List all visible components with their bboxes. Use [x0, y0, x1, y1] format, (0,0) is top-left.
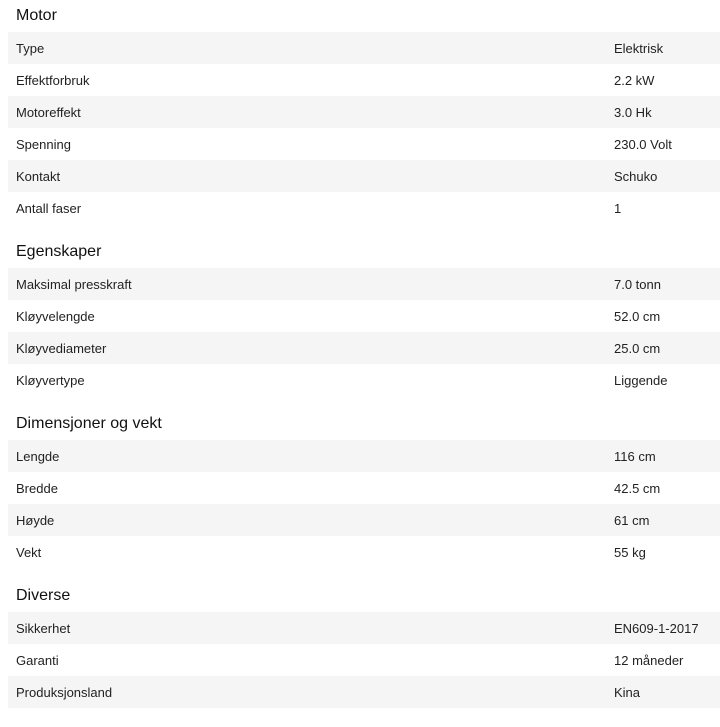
spec-row [8, 128, 720, 160]
spec-list [0, 268, 720, 396]
spec-list [0, 440, 720, 568]
spec-label: Kontakt [16, 168, 61, 184]
spec-list [0, 612, 720, 708]
section-dimensjoner-og-vekt [0, 408, 720, 568]
spec-label: Motoreffekt [16, 104, 81, 120]
spec-row [8, 160, 720, 192]
spec-value: 12 måneder [614, 652, 684, 668]
spec-label: Kløyvelengde [16, 308, 95, 324]
spec-row [8, 96, 720, 128]
section-title: Egenskaper [16, 243, 102, 260]
spec-label: Høyde [16, 512, 55, 528]
spec-value: Elektrisk [614, 40, 664, 56]
spec-row [8, 268, 720, 300]
spec-row [8, 32, 720, 64]
spec-row [8, 440, 720, 472]
spec-row [8, 504, 720, 536]
spec-value: 116 cm [614, 448, 656, 464]
spec-value: 2.2 kW [614, 72, 655, 88]
spec-value: Kina [614, 684, 641, 700]
spec-row [8, 676, 720, 708]
spec-label: Maksimal presskraft [16, 276, 132, 292]
spec-value: 42.5 cm [614, 480, 661, 496]
spec-label: Kløyvertype [16, 372, 85, 388]
spec-value: 230.0 Volt [614, 136, 672, 152]
spec-value: Liggende [614, 372, 668, 388]
spec-value: 55 kg [614, 544, 646, 560]
spec-label: Kløyvediameter [16, 340, 107, 356]
spec-value: EN609-1-2017 [614, 620, 699, 636]
spec-label: Bredde [16, 480, 58, 496]
spec-row [8, 364, 720, 396]
section-motor [0, 0, 720, 224]
spec-row [8, 300, 720, 332]
spec-value: Schuko [614, 168, 658, 184]
spec-label: Spenning [16, 136, 71, 152]
spec-row [8, 612, 720, 644]
spec-row [8, 64, 720, 96]
section-title: Motor [16, 7, 57, 24]
spec-label: Produksjonsland [16, 684, 113, 700]
spec-label: Lengde [16, 448, 60, 464]
spec-label: Effektforbruk [16, 72, 90, 88]
spec-row [8, 644, 720, 676]
section-title: Dimensjoner og vekt [16, 415, 162, 432]
spec-value: 61 cm [614, 512, 650, 528]
spec-label: Type [16, 40, 45, 56]
section-title: Diverse [16, 587, 71, 604]
section-diverse [0, 580, 720, 708]
section-egenskaper [0, 236, 720, 396]
spec-value: 52.0 cm [614, 308, 661, 324]
spec-value: 25.0 cm [614, 340, 661, 356]
spec-row [8, 536, 720, 568]
spec-label: Sikkerhet [16, 620, 71, 636]
spec-label: Antall faser [16, 200, 82, 216]
spec-value: 7.0 tonn [614, 276, 661, 292]
spec-row [8, 192, 720, 224]
spec-label: Garanti [16, 652, 59, 668]
spec-row [8, 472, 720, 504]
spec-list [0, 32, 720, 224]
spec-value: 3.0 Hk [614, 104, 652, 120]
spec-row [8, 332, 720, 364]
spec-value: 1 [614, 200, 622, 216]
spec-label: Vekt [16, 544, 42, 560]
